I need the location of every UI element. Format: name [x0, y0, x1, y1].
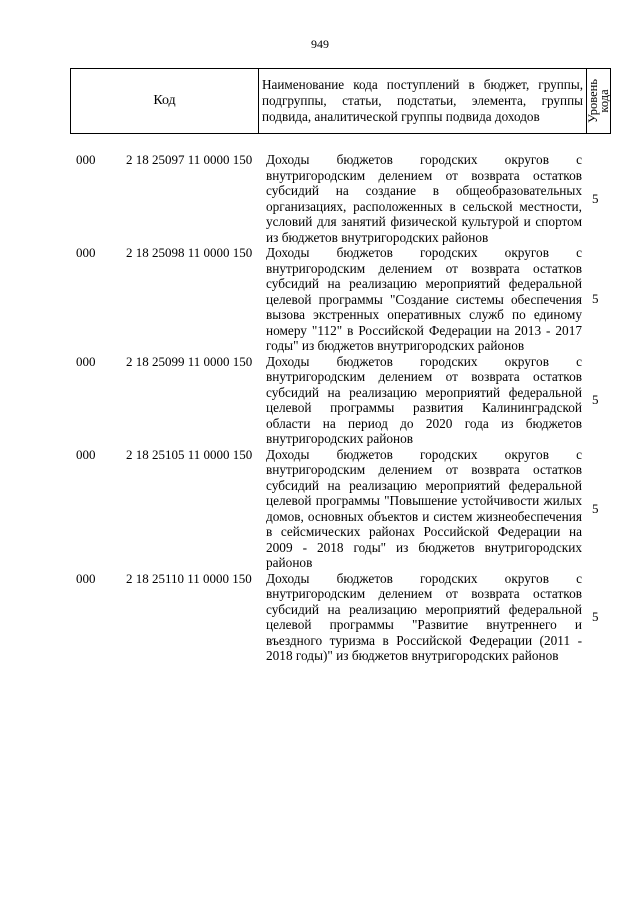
- table-row: [0, 354, 640, 447]
- page-number: 949: [311, 37, 329, 51]
- row-level: 5: [592, 500, 599, 516]
- table-row: [0, 447, 640, 571]
- table-header: [70, 68, 611, 134]
- row-code: 2 18 25098 11 0000 150: [126, 245, 253, 260]
- row-description: Доходы бюджетов городских округов с внутригородским делением от возврата остатков субсидий на создание в общеобразовательных организациях, расположенных в сельской местности, условий для занятий физической культурой и спортом из бюджетов внутригородских районов: [266, 152, 582, 245]
- row-code: 2 18 25099 11 0000 150: [126, 353, 253, 369]
- row-prefix: 000: [76, 245, 96, 260]
- row-level: 5: [592, 609, 599, 624]
- header-level-label-line2: кода: [596, 89, 611, 113]
- row-prefix: 000: [76, 353, 96, 369]
- row-code: 2 18 25097 11 0000 150: [126, 152, 253, 167]
- header-code-cell: Код: [71, 69, 259, 134]
- row-code: 2 18 25110 11 0000 150: [126, 570, 252, 586]
- row-level: 5: [592, 291, 599, 307]
- row-level: 5: [592, 190, 599, 206]
- row-description: Доходы бюджетов городских округов с внутригородским делением от возврата остатков субсидий на реализацию мероприятий федеральной целевой программы развития Калининградской области на период до 2020 года из бюджетов внутригородских районов: [266, 353, 582, 446]
- header-level-cell: [587, 69, 611, 134]
- row-prefix: 000: [76, 152, 96, 167]
- row-code: 2 18 25105 11 0000 150: [126, 446, 253, 462]
- table-row: [0, 152, 640, 245]
- header-name-cell: Наименование кода поступлений в бюджет, группы, подгруппы, статьи, подстатьи, элемента, группы подвида, аналитической группы подвида доходов: [259, 69, 587, 134]
- row-level: 5: [592, 392, 599, 407]
- header-level-label-line1: Уровень: [585, 78, 600, 124]
- row-prefix: 000: [76, 446, 96, 462]
- row-description: Доходы бюджетов городских округов с внутригородским делением от возврата остатков субсидий на реализацию мероприятий федеральной целевой программы "Повышение устойчивости жилых домов, основных объектов и систем жизнеобеспечения в сейсмических районах Российской Федерации на 2009 - 2018 годы" из бюджетов внутригородских районов: [266, 446, 582, 570]
- row-description: Доходы бюджетов городских округов с внутригородским делением от возврата остатков субсидий на реализацию мероприятий федеральной целевой программы "Развитие внутреннего и въездного туризма в Российской Федерации (2011 - 2018 годы)" из бюджетов внутригородских районов: [266, 570, 582, 663]
- table-row: [0, 571, 640, 664]
- row-prefix: 000: [76, 570, 96, 586]
- header-level-label: [585, 78, 611, 124]
- row-description: Доходы бюджетов городских округов с внутригородским делением от возврата остатков субсидий на реализацию мероприятий федеральной целевой программы "Создание системы обеспечения вызова экстренных оперативных служб по единому номеру "112" в Российской Федерации на 2013 - 2017 годы" из бюджетов внутригородских районов: [266, 245, 582, 353]
- table-row: [0, 245, 640, 354]
- table-body: [0, 152, 640, 664]
